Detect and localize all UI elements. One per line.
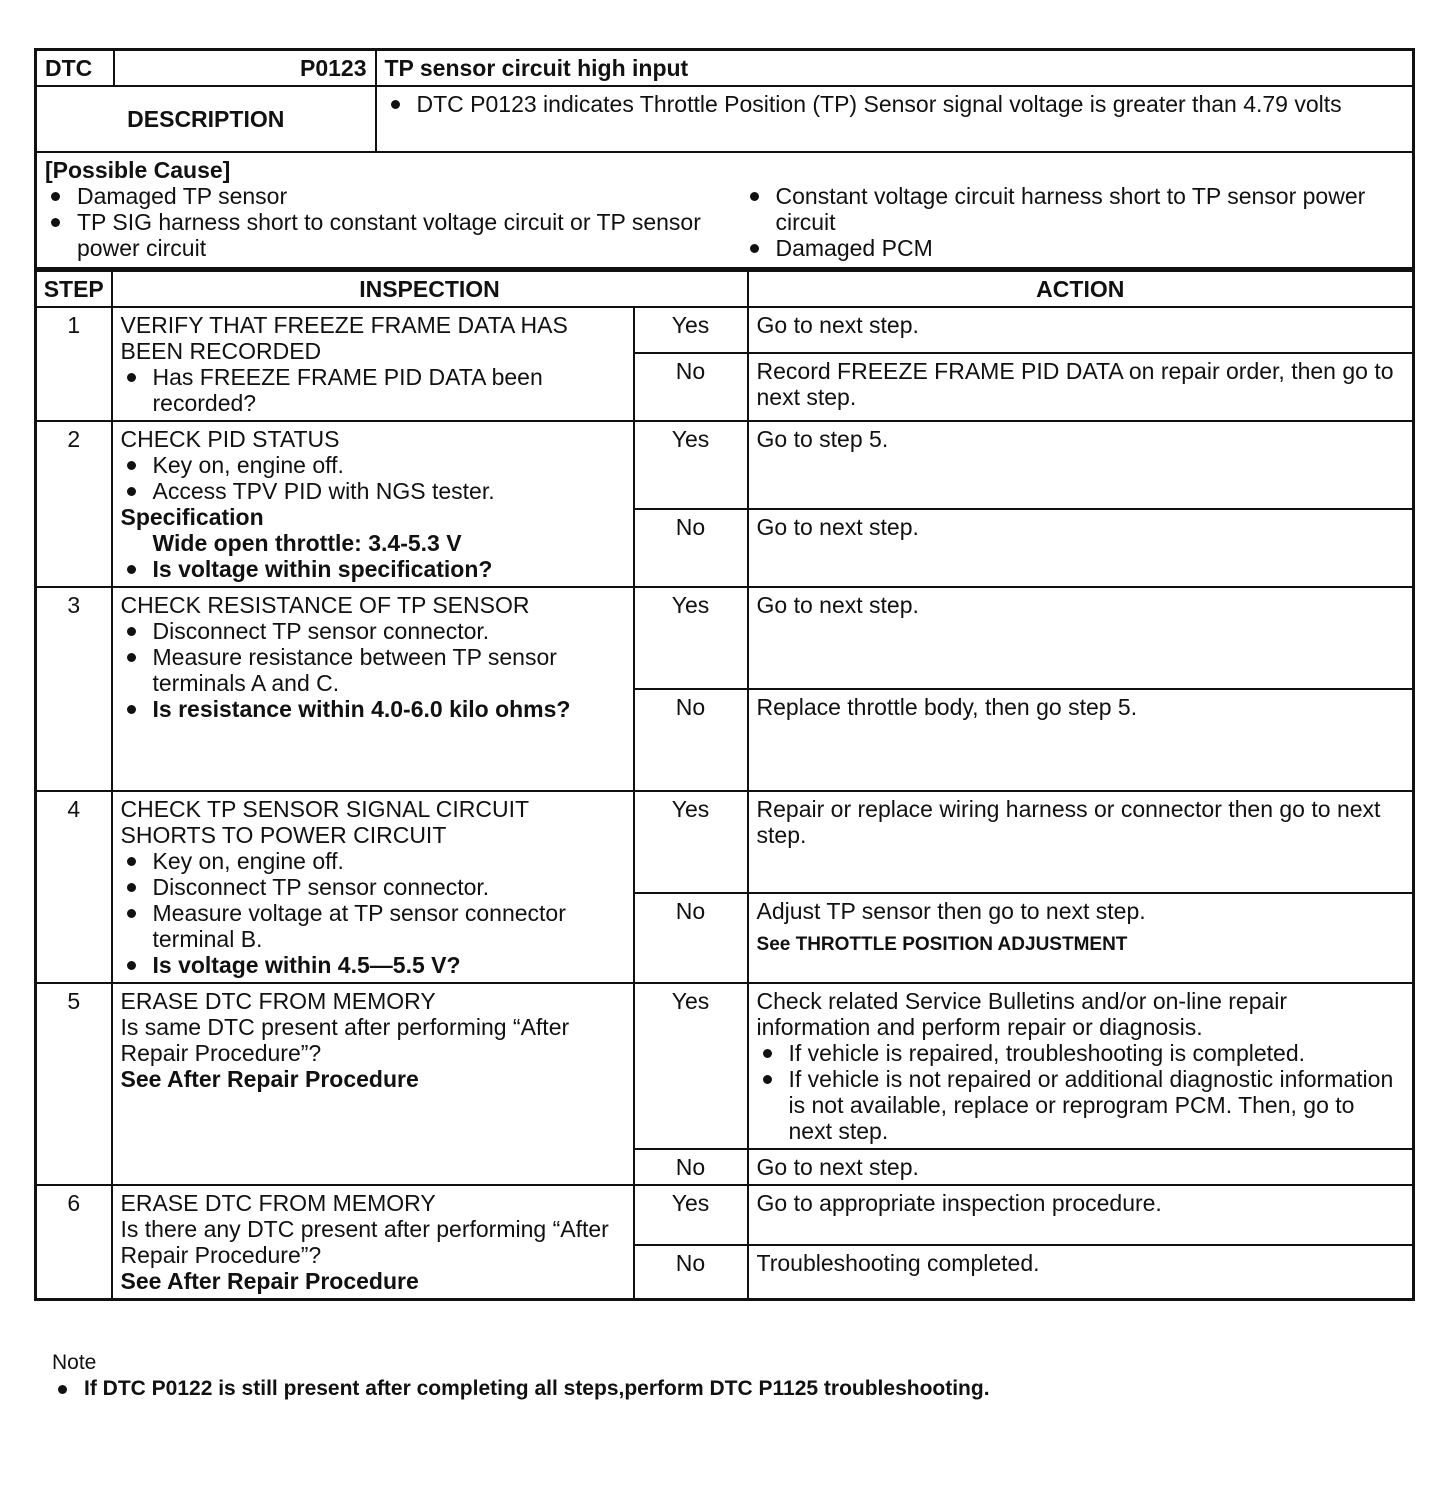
step-title: CHECK PID STATUS bbox=[120, 426, 340, 452]
step-title: VERIFY THAT FREEZE FRAME DATA HAS BEEN RECORDED bbox=[120, 312, 568, 364]
no-action-cell bbox=[748, 893, 1414, 983]
step-number: 5 bbox=[36, 983, 112, 1185]
step-question: Is voltage within specification? bbox=[121, 556, 625, 582]
col-step: STEP bbox=[36, 271, 112, 307]
no-action-note: See THROTTLE POSITION ADJUSTMENT bbox=[756, 934, 1128, 955]
step-inspection bbox=[112, 983, 634, 1185]
step-number: 2 bbox=[36, 421, 112, 587]
step-5-yes-row bbox=[36, 983, 1414, 1149]
step-number: 1 bbox=[36, 307, 112, 421]
step-inspection bbox=[112, 421, 634, 587]
yes-label: Yes bbox=[634, 421, 748, 509]
yes-action: Repair or replace wiring harness or connector then go to next step. bbox=[748, 791, 1414, 893]
description-label: DESCRIPTION bbox=[36, 86, 376, 152]
yes-action-bullet: If vehicle is not repaired or additional diagnostic information is not available, replace or reprogram PCM. Then, go to next step. bbox=[757, 1066, 1405, 1144]
step-bullet: Key on, engine off. bbox=[121, 452, 625, 478]
step-bullet: Disconnect TP sensor connector. bbox=[121, 874, 625, 900]
step-title: ERASE DTC FROM MEMORY bbox=[120, 988, 436, 1014]
cause-item: TP SIG harness short to constant voltage circuit or TP sensor power circuit bbox=[45, 209, 710, 261]
description-cell bbox=[376, 86, 1414, 152]
dtc-header-table bbox=[34, 48, 1415, 270]
step-3-yes-row bbox=[36, 587, 1414, 689]
dtc-label: DTC bbox=[36, 50, 114, 87]
step-title: ERASE DTC FROM MEMORY bbox=[120, 1190, 436, 1216]
step-bullet: Access TPV PID with NGS tester. bbox=[121, 478, 625, 504]
step-number: 4 bbox=[36, 791, 112, 983]
step-see: See After Repair Procedure bbox=[120, 1268, 419, 1294]
step-text: Is there any DTC present after performing “After Repair Procedure”? bbox=[120, 1216, 609, 1268]
no-action: Go to next step. bbox=[748, 509, 1414, 587]
no-action: Record FREEZE FRAME PID DATA on repair order, then go to next step. bbox=[748, 353, 1414, 421]
yes-label: Yes bbox=[634, 1185, 748, 1245]
no-label: No bbox=[634, 509, 748, 587]
step-number: 6 bbox=[36, 1185, 112, 1300]
no-action: Adjust TP sensor then go to next step. bbox=[756, 898, 1146, 924]
yes-label: Yes bbox=[634, 587, 748, 689]
yes-action: Check related Service Bulletins and/or on-line repair information and perform repair or diagnosis. bbox=[756, 988, 1288, 1040]
description-row bbox=[36, 86, 1414, 152]
no-label: No bbox=[634, 1149, 748, 1185]
step-bullet: Measure voltage at TP sensor connector terminal B. bbox=[121, 900, 625, 952]
column-header-row bbox=[36, 271, 1414, 307]
diagnostic-document bbox=[34, 48, 1412, 1301]
step-4-yes-row bbox=[36, 791, 1414, 893]
step-number: 3 bbox=[36, 587, 112, 791]
spec-label: Specification bbox=[120, 504, 264, 530]
yes-action-cell bbox=[748, 983, 1414, 1149]
no-label: No bbox=[634, 1245, 748, 1300]
possible-cause-label: [Possible Cause] bbox=[45, 157, 231, 183]
step-1-yes-row bbox=[36, 307, 1414, 353]
no-label: No bbox=[634, 893, 748, 983]
possible-cause-cell bbox=[36, 152, 1414, 269]
yes-action: Go to next step. bbox=[748, 307, 1414, 353]
yes-action: Go to next step. bbox=[748, 587, 1414, 689]
col-inspection: INSPECTION bbox=[112, 271, 748, 307]
dtc-row bbox=[36, 50, 1414, 87]
note-text: If DTC P0122 is still present after completing all steps,perform DTC P1125 troubleshooting. bbox=[52, 1376, 990, 1402]
yes-action: Go to step 5. bbox=[748, 421, 1414, 509]
step-title: CHECK RESISTANCE OF TP SENSOR bbox=[120, 592, 530, 618]
step-bullet: Has FREEZE FRAME PID DATA been recorded? bbox=[121, 364, 625, 416]
yes-action: Go to appropriate inspection procedure. bbox=[748, 1185, 1414, 1245]
cause-item: Damaged PCM bbox=[744, 235, 1409, 261]
cause-list-left bbox=[45, 183, 710, 261]
yes-label: Yes bbox=[634, 307, 748, 353]
note-section bbox=[52, 1350, 990, 1402]
step-inspection bbox=[112, 791, 634, 983]
no-action: Replace throttle body, then go step 5. bbox=[748, 689, 1414, 791]
step-inspection bbox=[112, 1185, 634, 1300]
step-inspection bbox=[112, 307, 634, 421]
cause-item: Damaged TP sensor bbox=[45, 183, 710, 209]
spec-value: Wide open throttle: 3.4-5.3 V bbox=[152, 530, 462, 556]
yes-label: Yes bbox=[634, 983, 748, 1149]
step-bullet: Key on, engine off. bbox=[121, 848, 625, 874]
cause-item: Constant voltage circuit harness short to TP sensor power circuit bbox=[744, 183, 1409, 235]
step-question: Is voltage within 4.5—5.5 V? bbox=[121, 952, 625, 978]
no-label: No bbox=[634, 353, 748, 421]
no-action: Troubleshooting completed. bbox=[748, 1245, 1414, 1300]
step-question: Is resistance within 4.0-6.0 kilo ohms? bbox=[121, 696, 625, 722]
step-text: Is same DTC present after performing “After Repair Procedure”? bbox=[120, 1014, 570, 1066]
step-title: CHECK TP SENSOR SIGNAL CIRCUIT SHORTS TO POWER CIRCUIT bbox=[120, 796, 529, 848]
step-inspection bbox=[112, 587, 634, 791]
step-bullet: Measure resistance between TP sensor terminals A and C. bbox=[121, 644, 625, 696]
no-label: No bbox=[634, 689, 748, 791]
description-text: DTC P0123 indicates Throttle Position (TP) Sensor signal voltage is greater than 4.79 volts bbox=[385, 91, 1405, 117]
dtc-title: TP sensor circuit high input bbox=[376, 50, 1414, 87]
note-label: Note bbox=[52, 1351, 97, 1374]
possible-cause-row bbox=[36, 152, 1414, 269]
yes-action-bullet: If vehicle is repaired, troubleshooting is completed. bbox=[757, 1040, 1405, 1066]
step-6-yes-row bbox=[36, 1185, 1414, 1245]
step-2-yes-row bbox=[36, 421, 1414, 509]
cause-list-right bbox=[710, 183, 1409, 261]
steps-table bbox=[34, 270, 1415, 1301]
step-see: See After Repair Procedure bbox=[120, 1066, 419, 1092]
dtc-code: P0123 bbox=[114, 50, 376, 87]
yes-label: Yes bbox=[634, 791, 748, 893]
step-bullet: Disconnect TP sensor connector. bbox=[121, 618, 625, 644]
col-action: ACTION bbox=[748, 271, 1414, 307]
no-action: Go to next step. bbox=[748, 1149, 1414, 1185]
